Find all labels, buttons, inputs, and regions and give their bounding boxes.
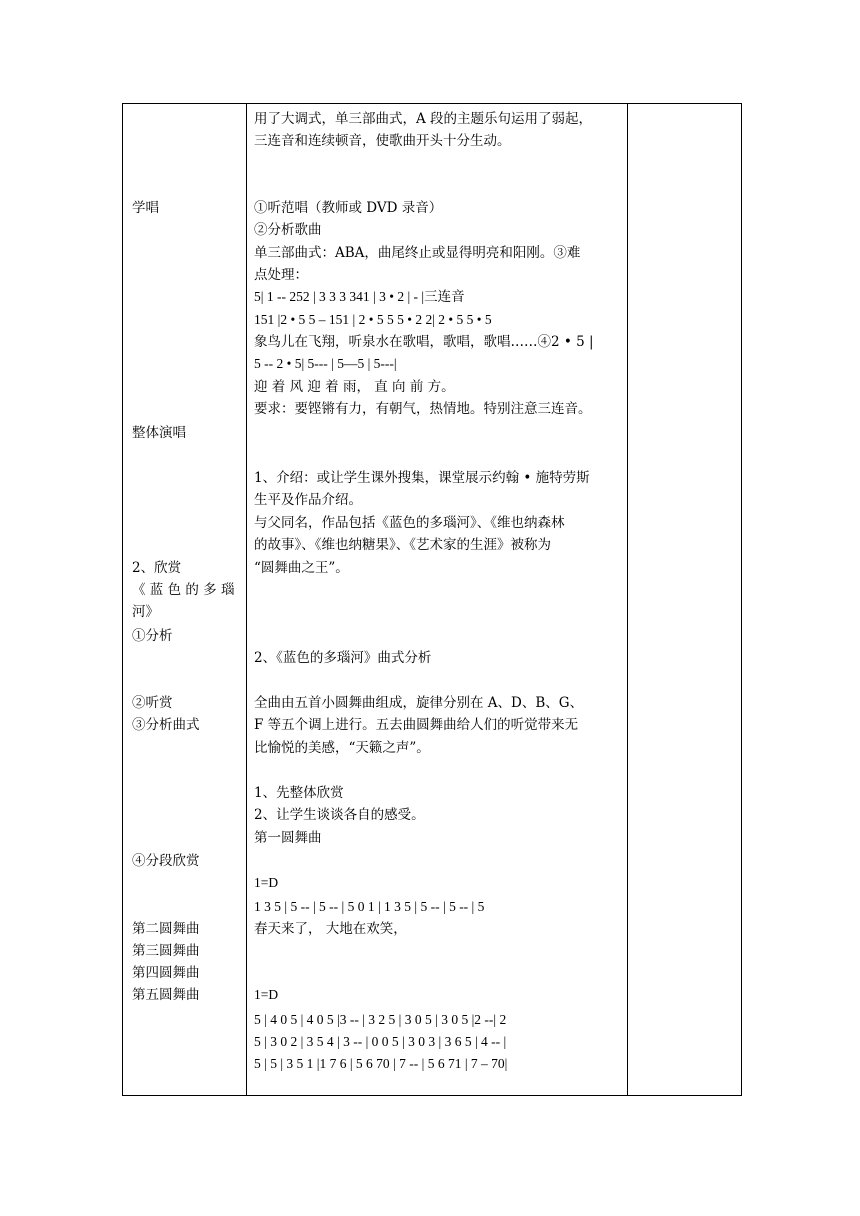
- text-line: ②分析歌曲: [254, 222, 322, 238]
- lyric-line: 象鸟儿在飞翔，听泉水在歌唱，歌唱，歌唱……④2 • 5 |: [254, 334, 594, 350]
- text-line: 全曲由五首小圆舞曲组成，旋律分别在 A、D、B、G、: [254, 695, 584, 711]
- column-divider: [246, 104, 247, 1095]
- label-tingshang: ②听赏: [132, 695, 173, 711]
- text-line: 第一圆舞曲: [254, 830, 322, 846]
- label-di2: 第二圆舞曲: [132, 921, 200, 937]
- text-line: 1、介绍：或让学生课外搜集，课堂展示约翰 • 施特劳斯: [254, 470, 590, 486]
- text-line: 要求：要铿锵有力，有朝气，热情地。特别注意三连音。: [254, 401, 592, 417]
- lyric-line: 春天来了， 大地在欢笑，: [254, 921, 407, 937]
- text-line: 与父同名，作品包括《蓝色的多瑙河》、《维也纳森林: [254, 515, 565, 531]
- text-line: 点处理：: [254, 267, 308, 283]
- notation-line: 5 | 5 | 3 5 1 |1 7 6 | 5 6 70 | 7 -- | 5 6 71 | 7 – 70|: [254, 1056, 508, 1071]
- text-line: ①听范唱（教师或 DVD 录音）: [254, 200, 443, 216]
- notation-line: 5 -- 2 • 5| 5--- | 5—5 | 5---|: [254, 356, 397, 371]
- label-fenduan: ④分段欣赏: [132, 853, 200, 869]
- notation-line: 5 | 4 0 5 | 4 0 5 |3 -- | 3 2 5 | 3 0 5 | 3 0 5 |2 --| 2: [254, 1012, 507, 1027]
- label-title-line2: 河》: [132, 604, 159, 620]
- text-line: 比愉悦的美感，“天籁之声”。: [254, 740, 430, 756]
- notation-line: 151 |2 • 5 5 – 151 | 2 • 5 5 5 • 2 2| 2 • 5 5 • 5: [254, 312, 492, 327]
- text-line: 2、《蓝色的多瑙河》曲式分析: [254, 650, 432, 666]
- label-xinshang: 2、欣赏: [132, 560, 182, 576]
- text-line: 单三部曲式：ABA，曲尾终止或显得明亮和阳刚。③难: [254, 245, 581, 261]
- label-xuechang: 学唱: [132, 200, 159, 216]
- notation-line: 1 3 5 | 5 -- | 5 -- | 5 0 1 | 1 3 5 | 5 -- | 5 -- | 5: [254, 899, 485, 914]
- text-line: 1、先整体欣赏: [254, 785, 344, 801]
- text-line: 用了大调式，单三部曲式，A 段的主题乐句运用了弱起，: [254, 111, 593, 127]
- text-line: 2、让学生谈谈各自的感受。: [254, 807, 425, 823]
- label-di4: 第四圆舞曲: [132, 965, 200, 981]
- text-line: 三连音和连续顿音，使歌曲开头十分生动。: [254, 133, 511, 149]
- label-fenxi-qushi: ③分析曲式: [132, 717, 200, 733]
- notation-line: 5 | 3 0 2 | 3 5 4 | 3 -- | 0 0 5 | 3 0 3 | 3 6 5 | 4 -- |: [254, 1034, 507, 1049]
- text-line: 生平及作品介绍。: [254, 492, 362, 508]
- key-signature: 1=D: [254, 875, 279, 890]
- notation-line: 5| 1 -- 252 | 3 3 3 341 | 3 • 2 | - |三连音: [254, 289, 465, 304]
- key-signature: 1=D: [254, 987, 279, 1002]
- label-fenxi: ①分析: [132, 628, 173, 644]
- lyric-line: 迎 着 风 迎 着 雨， 直 向 前 方。: [254, 379, 455, 395]
- text-line: “圆舞曲之王”。: [254, 560, 349, 576]
- text-line: 的故事》、《维也纳糖果》、《艺术家的生涯》被称为: [254, 537, 551, 553]
- label-di5: 第五圆舞曲: [132, 987, 200, 1003]
- label-title-line1: 《 蓝 色 的 多 瑙: [132, 582, 235, 598]
- column-divider: [627, 104, 628, 1095]
- text-line: F 等五个调上进行。五去曲圆舞曲给人们的听觉带来无: [254, 717, 579, 733]
- label-zhengti: 整体演唱: [132, 425, 186, 441]
- label-di3: 第三圆舞曲: [132, 943, 200, 959]
